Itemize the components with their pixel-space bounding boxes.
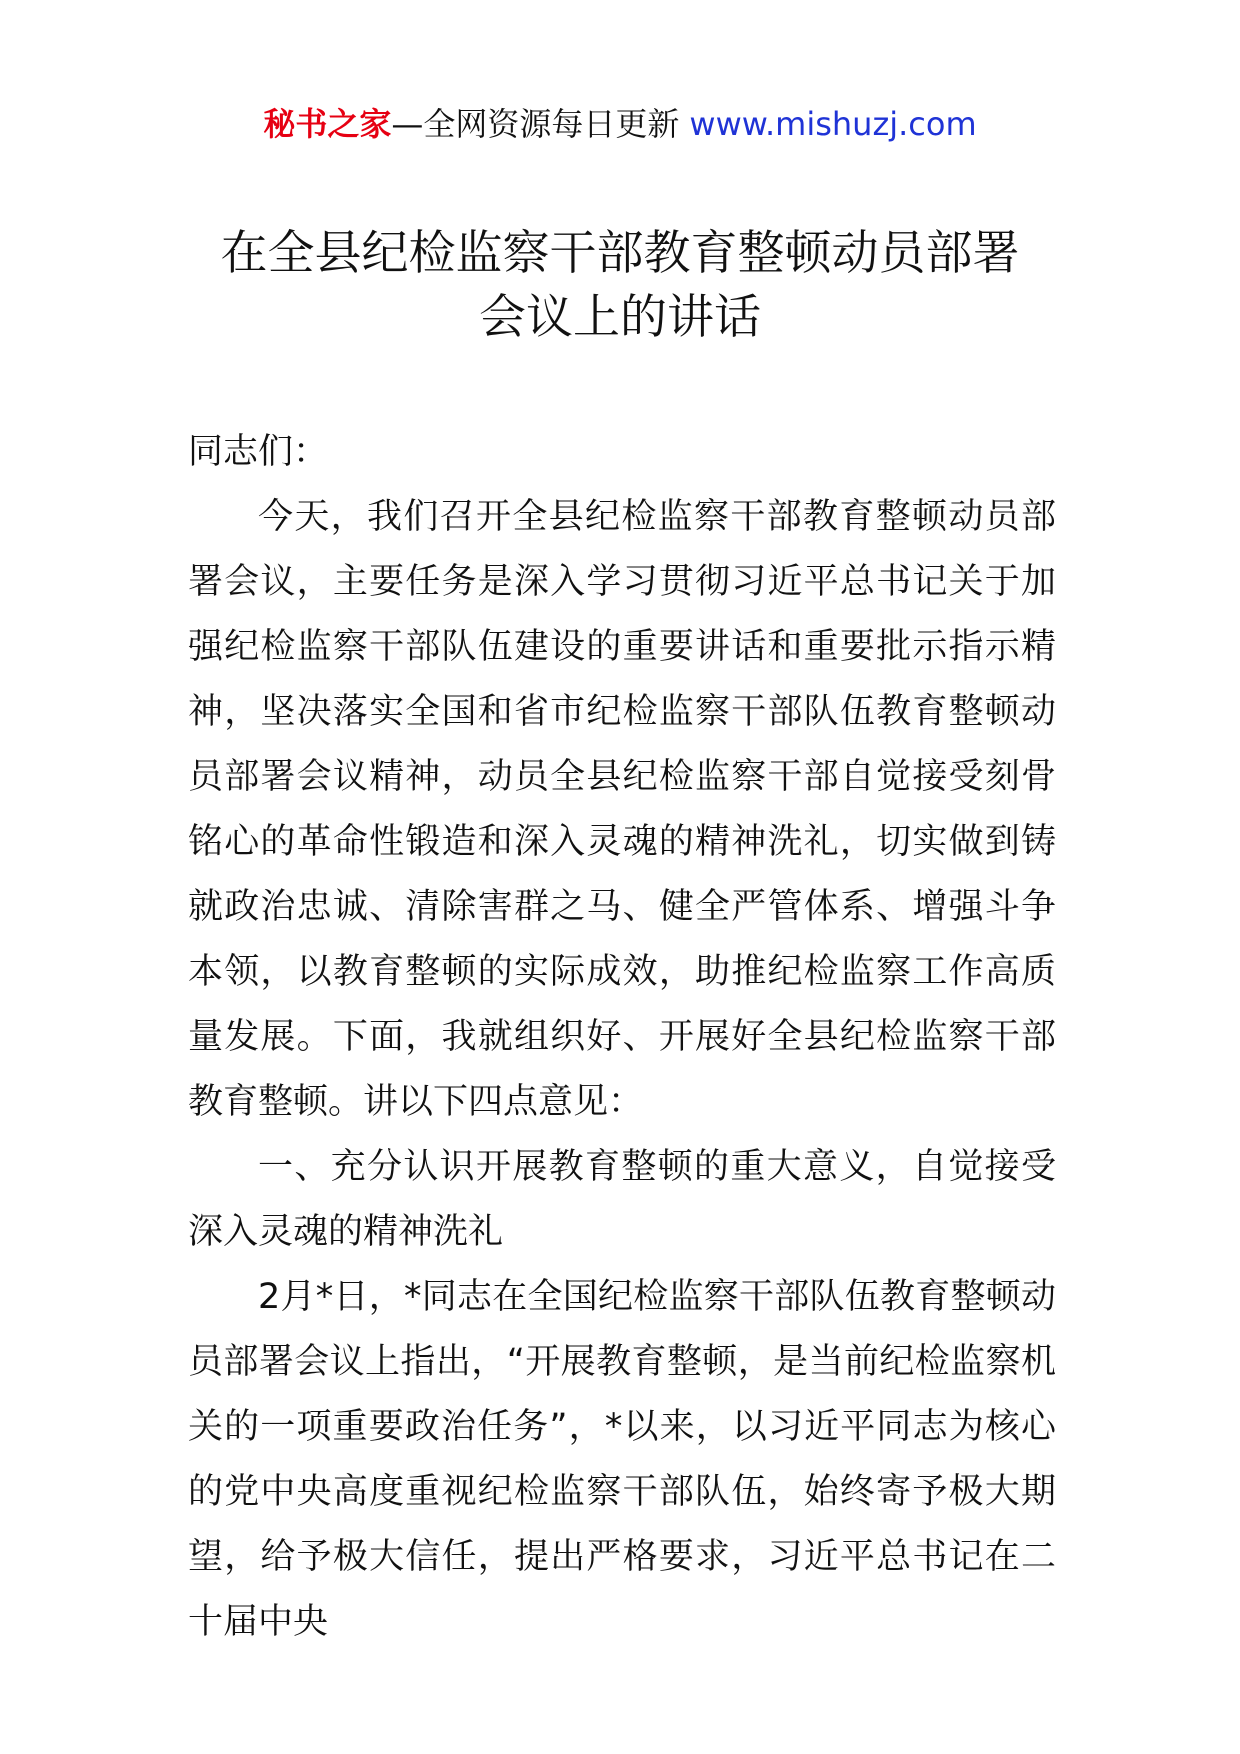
title-line-1: 在全县纪检监察干部教育整顿动员部署 xyxy=(220,226,1020,281)
salutation: 同志们： xyxy=(188,432,329,472)
document-body xyxy=(188,420,1056,1655)
site-header xyxy=(0,102,1240,146)
title-line-2: 会议上的讲话 xyxy=(479,290,761,345)
document-title xyxy=(190,222,1050,350)
brand-name: 秘书之家 xyxy=(263,105,392,143)
paragraph-section-1: 2月*日，*同志在全国纪检监察干部队伍教育整顿动员部署会议上指出，“开展教育整顿，是当前纪检监察机关的一项重要政治任务”，*以来，以习近平同志为核心的党中央高度重视纪检监察干部队伍，始终寄予极大期望，给予极大信任，提出严格要求，习近平总书记在二十届中央 xyxy=(188,1277,1056,1642)
header-tagline: —全网资源每日更新 xyxy=(391,105,680,143)
section-heading-1: 一、充分认识开展教育整顿的重大意义，自觉接受深入灵魂的精神洗礼 xyxy=(188,1147,1056,1252)
site-url[interactable]: www.mishuzj.com xyxy=(689,105,977,143)
paragraph-intro: 今天，我们召开全县纪检监察干部教育整顿动员部署会议，主要任务是深入学习贯彻习近平总书记关于加强纪检监察干部队伍建设的重要讲话和重要批示指示精神，坚决落实全国和省市纪检监察干部队伍教育整顿动员部署会议精神，动员全县纪检监察干部自觉接受刻骨铭心的革命性锻造和深入灵魂的精神洗礼，切实做到铸就政治忠诚、清除害群之马、健全严管体系、增强斗争本领，以教育整顿的实际成效，助推纪检监察工作高质量发展。下面，我就组织好、开展好全县纪检监察干部教育整顿。讲以下四点意见： xyxy=(188,497,1056,1122)
